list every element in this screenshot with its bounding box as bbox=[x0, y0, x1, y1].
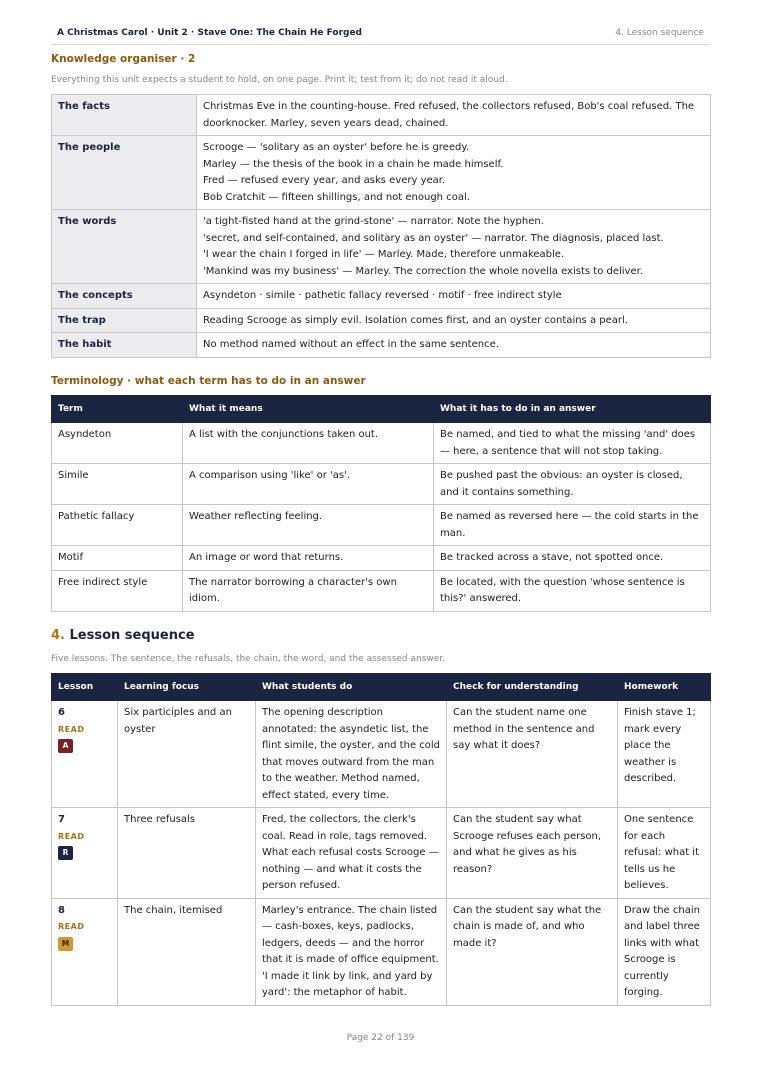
lesson-badge: M bbox=[58, 937, 73, 951]
column-header: What students do bbox=[256, 674, 447, 701]
organiser-row bbox=[52, 210, 711, 284]
organiser-heading: Knowledge organiser · 2 bbox=[51, 53, 196, 65]
terminology-row bbox=[52, 570, 711, 611]
organiser-line: Fred — refused every year, and asks every year. bbox=[203, 175, 446, 186]
answer-requirement-cell: Be named, and tied to what the missing 'and' does — here, a sentence that will not stop taking. bbox=[434, 423, 711, 464]
organiser-value bbox=[197, 284, 711, 309]
answer-requirement-cell: Be located, with the question 'whose sentence is this?' answered. bbox=[434, 570, 711, 611]
answer-requirement-cell: Be pushed past the obvious: an oyster is closed, and it contains something. bbox=[434, 464, 711, 505]
column-header: What it has to do in an answer bbox=[434, 396, 711, 423]
check-cell: Can the student say what the chain is made of, and who made it? bbox=[447, 898, 618, 1005]
column-header: Term bbox=[52, 396, 183, 423]
organiser-value bbox=[197, 210, 711, 284]
running-header bbox=[51, 28, 710, 45]
term-cell: Motif bbox=[52, 546, 183, 571]
terminology-table bbox=[51, 395, 711, 612]
lesson-sequence-table bbox=[51, 673, 711, 1006]
organiser-line: 'I wear the chain I forged in life' — Marley. Made, therefore unmakeable. bbox=[203, 249, 565, 260]
check-cell: Can the student name one method in the sentence and say what it does? bbox=[447, 701, 618, 808]
lesson-number: 6 bbox=[58, 707, 65, 718]
organiser-line: 'secret, and self-contained, and solitary as an oyster' — narrator. The diagnosis, placed last. bbox=[203, 232, 664, 244]
lesson-cell bbox=[52, 898, 118, 1005]
lesson-row bbox=[52, 808, 711, 899]
meaning-cell: An image or word that returns. bbox=[183, 546, 434, 571]
term-cell: Asyndeton bbox=[52, 423, 183, 464]
lesson-cell bbox=[52, 701, 118, 808]
organiser-value bbox=[197, 308, 711, 333]
organiser-line: Marley — the thesis of the book in a chain he made himself. bbox=[203, 158, 504, 170]
meaning-cell: The narrator borrowing a character's own idiom. bbox=[183, 570, 434, 611]
organiser-key: The concepts bbox=[52, 284, 197, 309]
meaning-cell: Weather reflecting feeling. bbox=[183, 505, 434, 546]
section-number: 4. bbox=[51, 628, 65, 643]
activity-cell: The opening description annotated: the asyndetic list, the flint simile, the oyster, and the cold that moves outward from the man to the weather. Method named, effect stated, every time. bbox=[256, 701, 447, 808]
term-cell: Pathetic fallacy bbox=[52, 505, 183, 546]
organiser-key: The habit bbox=[52, 333, 197, 358]
learning-focus-cell: Six participles and an oyster bbox=[118, 701, 256, 808]
organiser-line: No method named without an effect in the same sentence. bbox=[203, 339, 499, 350]
homework-cell: One sentence for each refusal: what it tells us he believes. bbox=[618, 808, 711, 899]
organiser-line: Bob Cratchit — fifteen shillings, and not enough coal. bbox=[203, 191, 470, 203]
organiser-line: Scrooge — 'solitary as an oyster' before he is greedy. bbox=[203, 142, 470, 153]
organiser-line: Christmas Eve in the counting-house. Fred refused, the collectors refused, Bob's coal refused. The doorknocker. Marley, seven years dead, chained. bbox=[203, 101, 695, 129]
lesson-sequence-heading bbox=[51, 628, 195, 643]
organiser-row bbox=[52, 284, 711, 309]
knowledge-organiser-table bbox=[51, 94, 711, 358]
terminology-heading: Terminology · what each term has to do in an answer bbox=[51, 375, 366, 387]
meaning-cell: A comparison using 'like' or 'as'. bbox=[183, 464, 434, 505]
homework-cell: Draw the chain and label three links with what Scrooge is currently forging. bbox=[618, 898, 711, 1005]
column-header: What it means bbox=[183, 396, 434, 423]
learning-focus-cell: The chain, itemised bbox=[118, 898, 256, 1005]
terminology-row bbox=[52, 546, 711, 571]
terminology-row bbox=[52, 505, 711, 546]
organiser-row bbox=[52, 333, 711, 358]
answer-requirement-cell: Be named as reversed here — the cold starts in the man. bbox=[434, 505, 711, 546]
meaning-cell: A list with the conjunctions taken out. bbox=[183, 423, 434, 464]
organiser-row bbox=[52, 136, 711, 210]
organiser-line: 'a tight-fisted hand at the grind-stone' — narrator. Note the hyphen. bbox=[203, 216, 544, 227]
running-header-title: A Christmas Carol · Unit 2 · Stave One: The Chain He Forged bbox=[57, 28, 363, 38]
column-header: Learning focus bbox=[118, 674, 256, 701]
organiser-row bbox=[52, 308, 711, 333]
organiser-value bbox=[197, 136, 711, 210]
running-header-section: 4. Lesson sequence bbox=[615, 28, 704, 38]
lesson-number: 7 bbox=[58, 814, 65, 825]
lesson-mode: READ bbox=[58, 724, 85, 734]
organiser-intro: Everything this unit expects a student to hold, on one page. Print it; test from it; do not read it aloud. bbox=[51, 75, 508, 85]
organiser-value bbox=[197, 333, 711, 358]
lesson-badge: A bbox=[58, 739, 73, 753]
lesson-cell bbox=[52, 808, 118, 899]
lesson-badge: R bbox=[58, 846, 73, 860]
answer-requirement-cell: Be tracked across a stave, not spotted once. bbox=[434, 546, 711, 571]
check-cell: Can the student say what Scrooge refuses each person, and what he gives as his reason? bbox=[447, 808, 618, 899]
terminology-row bbox=[52, 464, 711, 505]
lesson-row bbox=[52, 701, 711, 808]
term-cell: Free indirect style bbox=[52, 570, 183, 611]
organiser-line: Reading Scrooge as simply evil. Isolation comes first, and an oyster contains a pearl. bbox=[203, 314, 628, 326]
lesson-row bbox=[52, 898, 711, 1005]
organiser-key: The words bbox=[52, 210, 197, 284]
column-header: Homework bbox=[618, 674, 711, 701]
homework-cell: Finish stave 1; mark every place the weather is described. bbox=[618, 701, 711, 808]
activity-cell: Fred, the collectors, the clerk's coal. Read in role, tags removed. What each refusal costs Scrooge — nothing — and what it costs the person refused. bbox=[256, 808, 447, 899]
section-title: Lesson sequence bbox=[69, 628, 195, 643]
terminology-row bbox=[52, 423, 711, 464]
learning-focus-cell: Three refusals bbox=[118, 808, 256, 899]
organiser-line: Asyndeton · simile · pathetic fallacy reversed · motif · free indirect style bbox=[203, 290, 562, 301]
column-header: Check for understanding bbox=[447, 674, 618, 701]
page-number: Page 22 of 139 bbox=[346, 1033, 415, 1043]
organiser-key: The trap bbox=[52, 308, 197, 333]
organiser-row bbox=[52, 95, 711, 136]
organiser-line: 'Mankind was my business' — Marley. The correction the whole novella exists to deliver. bbox=[203, 265, 643, 277]
organiser-value bbox=[197, 95, 711, 136]
sequence-intro: Five lessons. The sentence, the refusals, the chain, the word, and the assessed answer. bbox=[51, 654, 446, 664]
organiser-key: The facts bbox=[52, 95, 197, 136]
term-cell: Simile bbox=[52, 464, 183, 505]
organiser-key: The people bbox=[52, 136, 197, 210]
lesson-number: 8 bbox=[58, 904, 65, 916]
lesson-mode: READ bbox=[58, 831, 85, 841]
column-header: Lesson bbox=[52, 674, 118, 701]
activity-cell: Marley's entrance. The chain listed — cash-boxes, keys, padlocks, ledgers, deeds — and the horror that it is made of office equipment. 'I made it link by link, and yard by yard': the metaphor of habit. bbox=[256, 898, 447, 1005]
lesson-mode: READ bbox=[58, 922, 85, 931]
